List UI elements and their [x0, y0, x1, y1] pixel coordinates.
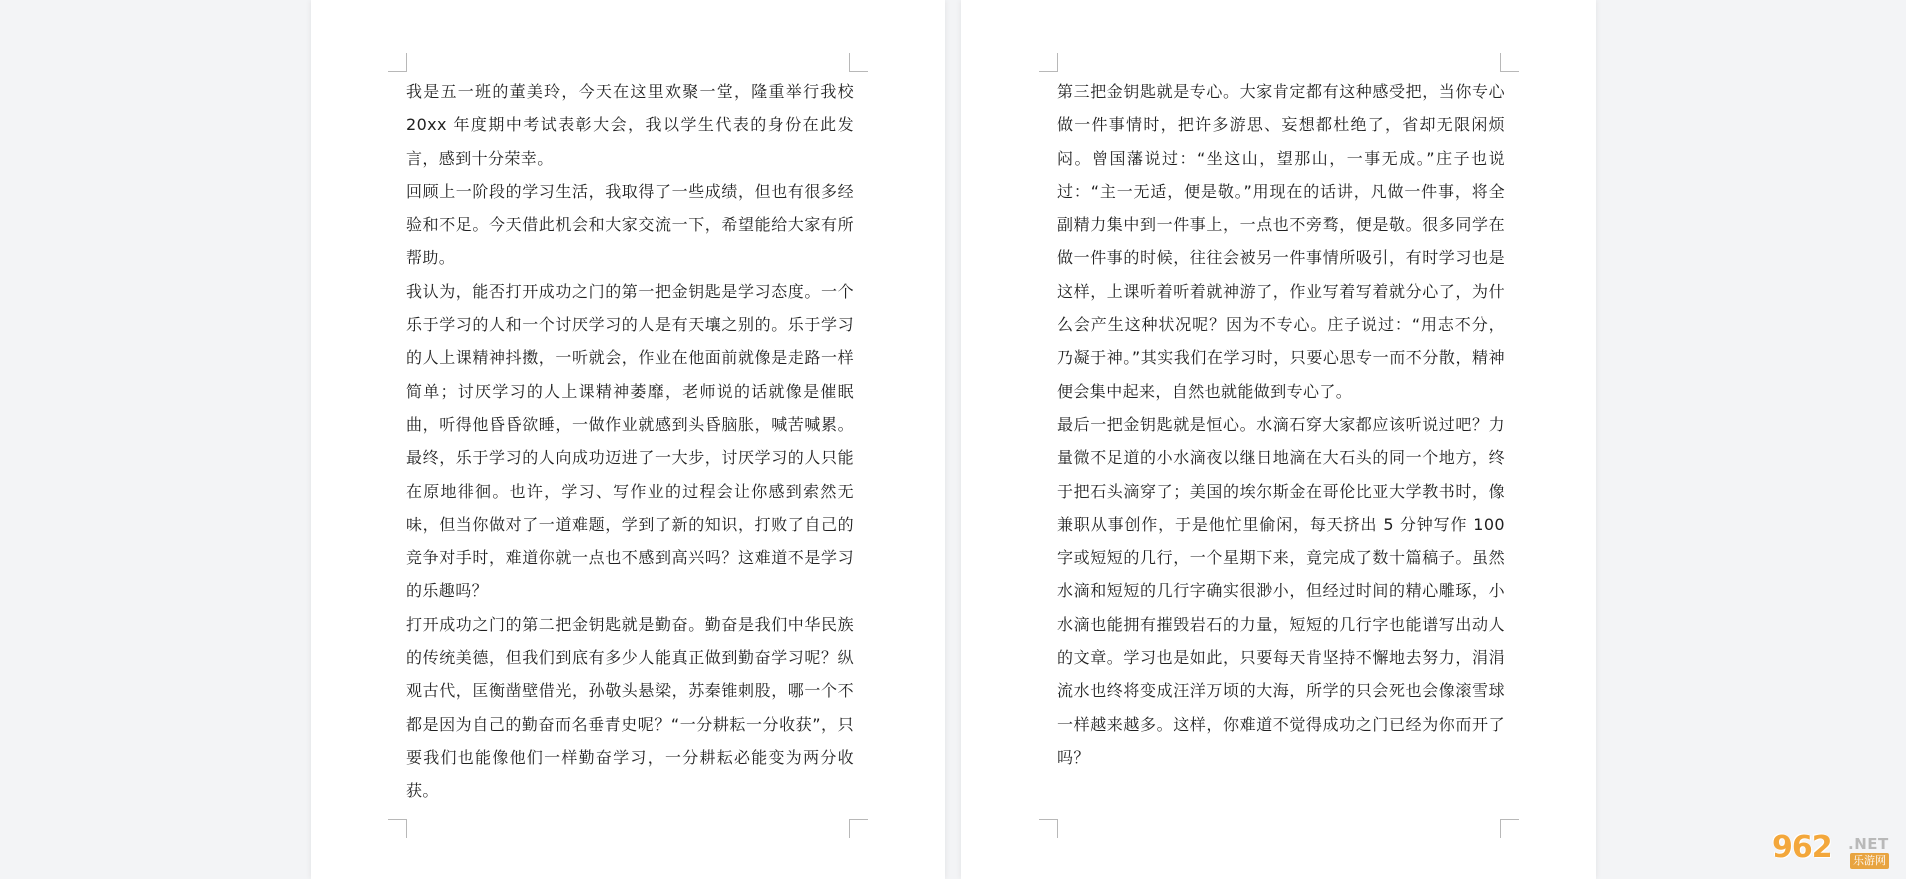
paragraph: 我是五一班的董美玲，今天在这里欢聚一堂，隆重举行我校20xx 年度期中考试表彰大会，我以学生代表的身份在此发言，感到十分荣幸。 — [406, 82, 854, 168]
margin-corner-bottom-right — [849, 819, 868, 838]
margin-corner-bottom-right — [1500, 819, 1519, 838]
page-text-body[interactable] — [406, 75, 854, 808]
margin-corner-top-left — [388, 53, 407, 72]
watermark-suffix: .NET — [1848, 835, 1889, 853]
margin-corner-top-right — [849, 53, 868, 72]
watermark-site-name: 乐游网 — [1850, 853, 1889, 869]
document-page-left — [311, 0, 945, 879]
paragraph: 第三把金钥匙就是专心。大家肯定都有这种感受把，当你专心做一件事情时，把许多游思、妄想都杜绝了，省却无限闲烦闷。曾国藩说过：“坐这山，望那山，一事无成。”庄子也说过：“主一无适，便是敬。”用现在的话讲，凡做一件事，将全副精力集中到一件事上，一点也不旁骛，便是敬。很多同学在做一件事的时候，往往会被另一件事情所吸引，有时学习也是这样，上课听着听着就神游了，作业写着写着就分心了，为什么会产生这种状况呢？因为不专心。庄子说过：“用志不分，乃凝于神。”其实我们在学习时，只要心思专一而不分散，精神便会集中起来，自然也就能做到专心了。 — [1057, 82, 1505, 401]
paragraph: 回顾上一阶段的学习生活，我取得了一些成绩，但也有很多经验和不足。今天借此机会和大家交流一下，希望能给大家有所帮助。 — [406, 181, 854, 268]
margin-corner-bottom-left — [1039, 819, 1058, 838]
margin-corner-top-right — [1500, 53, 1519, 72]
page-text-body[interactable] — [1057, 75, 1505, 774]
paragraph: 打开成功之门的第二把金钥匙就是勤奋。勤奋是我们中华民族的传统美德，但我们到底有多少人能真正做到勤奋学习呢？纵观古代，匡衡凿壁借光，孙敬头悬梁，苏秦锥刺股，哪一个不都是因为自己的勤奋而名垂青史呢？“一分耕耘一分收获”，只要我们也能像他们一样勤奋学习，一分耕耘必能变为两分收获。 — [406, 614, 854, 801]
document-page-right — [961, 0, 1596, 879]
margin-corner-top-left — [1039, 53, 1058, 72]
paragraph: 我认为，能否打开成功之门的第一把金钥匙是学习态度。一个乐于学习的人和一个讨厌学习的人是有天壤之别的。乐于学习的人上课精神抖擞，一听就会，作业在他面前就像是走路一样简单；讨厌学习的人上课精神萎靡，老师说的话就像是催眠曲，听得他昏昏欲睡，一做作业就感到头昏脑胀，喊苦喊累。最终，乐于学习的人向成功迈进了一大步，讨厌学习的人只能在原地徘徊。也许，学习、写作业的过程会让你感到索然无味，但当你做对了一道难题，学到了新的知识，打败了自己的竞争对手时，难道你就一点也不感到高兴吗？这难道不是学习的乐趣吗？ — [406, 281, 854, 601]
watermark-number: 962 — [1772, 830, 1832, 865]
site-watermark-logo — [1770, 830, 1900, 873]
margin-corner-bottom-left — [388, 819, 407, 838]
paragraph: 最后一把金钥匙就是恒心。水滴石穿大家都应该听说过吧？力量微不足道的小水滴夜以继日地滴在大石头的同一个地方，终于把石头滴穿了；美国的埃尔斯金在哥伦比亚大学教书时，像兼职从事创作，于是他忙里偷闲，每天挤出 5 分钟写作 100 字或短短的几行，一个星期下来，竟完成了数十篇稿子。虽然水滴和短短的几行字确实很渺小，但经过时间的精心雕琢，小水滴也能拥有摧毁岩石的力量，短短的几行字也能谱写出动人的文章。学习也是如此，只要每天肯坚持不懈地去努力，涓涓流水也终将变成汪洋万顷的大海，所学的只会死也会像滚雪球一样越来越多。这样，你难道不觉得成功之门已经为你而开了吗？ — [1057, 414, 1505, 767]
